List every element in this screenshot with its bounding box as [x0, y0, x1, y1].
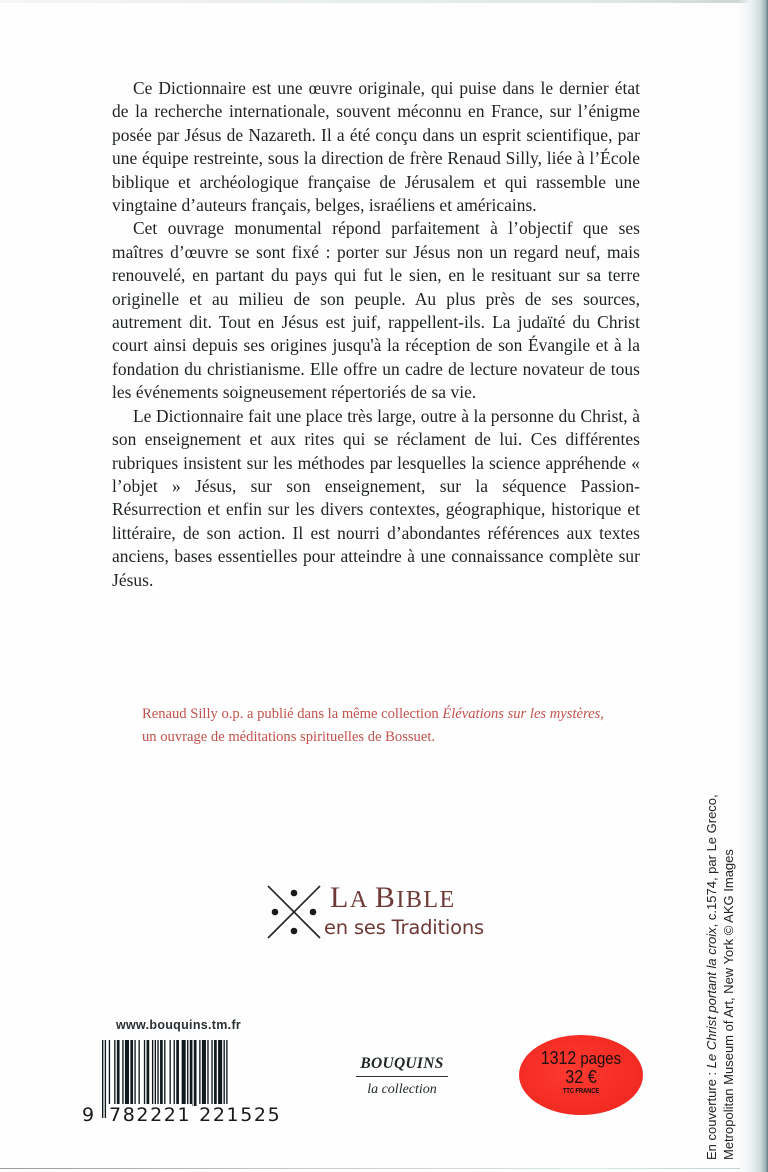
page-count [526, 1049, 635, 1068]
cover-top-edge [0, 0, 768, 3]
barcode-bar [117, 1040, 120, 1106]
publisher-logo [352, 1054, 452, 1099]
barcode-bar [134, 1040, 135, 1106]
series-subtitle: en ses Traditions [324, 916, 484, 939]
cover-credit-artwork: Le Christ portant la croix [704, 927, 719, 1069]
cover-bottom-edge [0, 1168, 740, 1169]
barcode-bar [170, 1040, 171, 1106]
price-sticker [519, 1035, 643, 1115]
barcode-bar [176, 1040, 179, 1106]
barcode-bar [194, 1040, 197, 1106]
barcode-bar [152, 1040, 153, 1106]
series-title-part-ible: IBLE [396, 887, 456, 913]
cover-credit-prefix: En couverture : [704, 1068, 719, 1160]
blurb-paragraph-3: Le Dictionnaire fait une place très large, outre à la personne du Christ, à son enseignement et aux rites qui se réclament de lui. Ces différentes rubriques insistent sur les méthodes par lesquelles la science appréhende « l’objet » Jésus, sur son enseignement, sur la séquence Passion-Résurrection et enfin sur les divers contextes, géographique, historique et littéraire, de son action. Il est nourri d’abondantes références aux textes anciens, bases essentielles pour atteindre à une connaissance complète sur Jésus. [112, 405, 640, 590]
publisher-brand: BOUQUINS [360, 1055, 444, 1072]
barcode-bar [144, 1040, 145, 1106]
tax-note: TTC FRANCE [562, 1088, 600, 1095]
barcode-bar [155, 1040, 156, 1106]
barcode-bar [182, 1040, 186, 1106]
series-logo [262, 880, 502, 944]
cover-spine-edge [738, 0, 768, 1172]
barcode-bar [211, 1040, 212, 1106]
barcode-bar [190, 1040, 193, 1106]
isbn-number [82, 1104, 282, 1126]
barcode-bar [125, 1040, 129, 1106]
page-count-number: 1312 [540, 1048, 577, 1068]
blurb-text [112, 77, 640, 592]
barcode-bar [214, 1040, 217, 1106]
cover-credit [703, 660, 737, 1160]
series-title-part-a: A [349, 887, 375, 913]
blurb-paragraph-1: Ce Dictionnaire est une œuvre originale, qui puise dans le dernier état de la recherche internationale, souvent méconnu en France, sur l’énigme posée par Jésus de Nazareth. Il a été conçu dans un esprit scientifique, par une équipe restreinte, sous la direction de frère Renaud Silly, liée à l’École biblique et archéologique française de Jérusalem et qui rassemble une vingtaine d’auteurs français, belges, israéliens et américains. [112, 78, 640, 216]
isbn-first-digit: 9 [82, 1104, 96, 1126]
barcode-bar [207, 1040, 208, 1106]
barcode-bar [122, 1040, 123, 1106]
author-note-comma: , [600, 706, 604, 722]
cover-credit-line-1 [703, 660, 720, 1160]
barcode-bar [157, 1040, 158, 1106]
barcode-bar [138, 1040, 139, 1106]
series-title-initial-l: L [330, 881, 350, 914]
barcode-bar [224, 1040, 225, 1106]
barcode-bar [114, 1040, 115, 1106]
cover-credit-details: , c.1574, par Le Greco, [704, 794, 719, 928]
isbn-group-1: 782221 [109, 1104, 192, 1126]
series-title-initial-b: B [374, 881, 397, 914]
author-note-line-1 [142, 703, 662, 726]
author-note [142, 703, 662, 749]
barcode-bar [147, 1040, 150, 1106]
barcode-bar [187, 1040, 188, 1106]
cover-credit-line-2: Metropolitan Museum of Art, New York © AKG Images [721, 849, 736, 1160]
page-count-label: pages [576, 1049, 622, 1068]
author-note-text: Renaud Silly o.p. a publié dans la même collection [142, 706, 443, 722]
publisher-url: www.bouquins.tm.fr [116, 1018, 242, 1032]
isbn-group-2: 221525 [199, 1104, 282, 1126]
publisher-rule [356, 1076, 448, 1077]
series-title [330, 880, 456, 918]
cross-dots-icon [262, 880, 326, 944]
barcode-bar [174, 1040, 175, 1106]
barcode-bar [109, 1040, 110, 1106]
price: 32 € [565, 1067, 597, 1087]
barcode-bar [130, 1040, 133, 1106]
barcode-bar [218, 1040, 222, 1106]
blurb-paragraph-2: Cet ouvrage monumental répond parfaitement à l’objectif que ses maîtres d’œuvre se sont fixé : porter sur Jésus non un regard neuf, mais renouvelé, en partant du pays qui fut le sien, en le resituant sur sa terre originelle et au milieu de son peuple. Au plus près de ses sources, autrement dit. Tout en Jésus est juif, rappellent-ils. La judaïté du Christ court ainsi depuis ses origines jusqu'à la réception de son Évangile et à la fondation du christianisme. Elle offre un cadre de lecture novateur de tous les événements soigneusement répertoriés de sa vie. [112, 218, 640, 403]
barcode-bar [199, 1040, 200, 1106]
author-note-line-2: un ouvrage de méditations spirituelles de Bossuet. [142, 729, 436, 745]
author-note-book-title: Élévations sur les mystères [442, 706, 601, 722]
publisher-tagline: la collection [367, 1082, 437, 1097]
barcode-bar [202, 1040, 206, 1106]
